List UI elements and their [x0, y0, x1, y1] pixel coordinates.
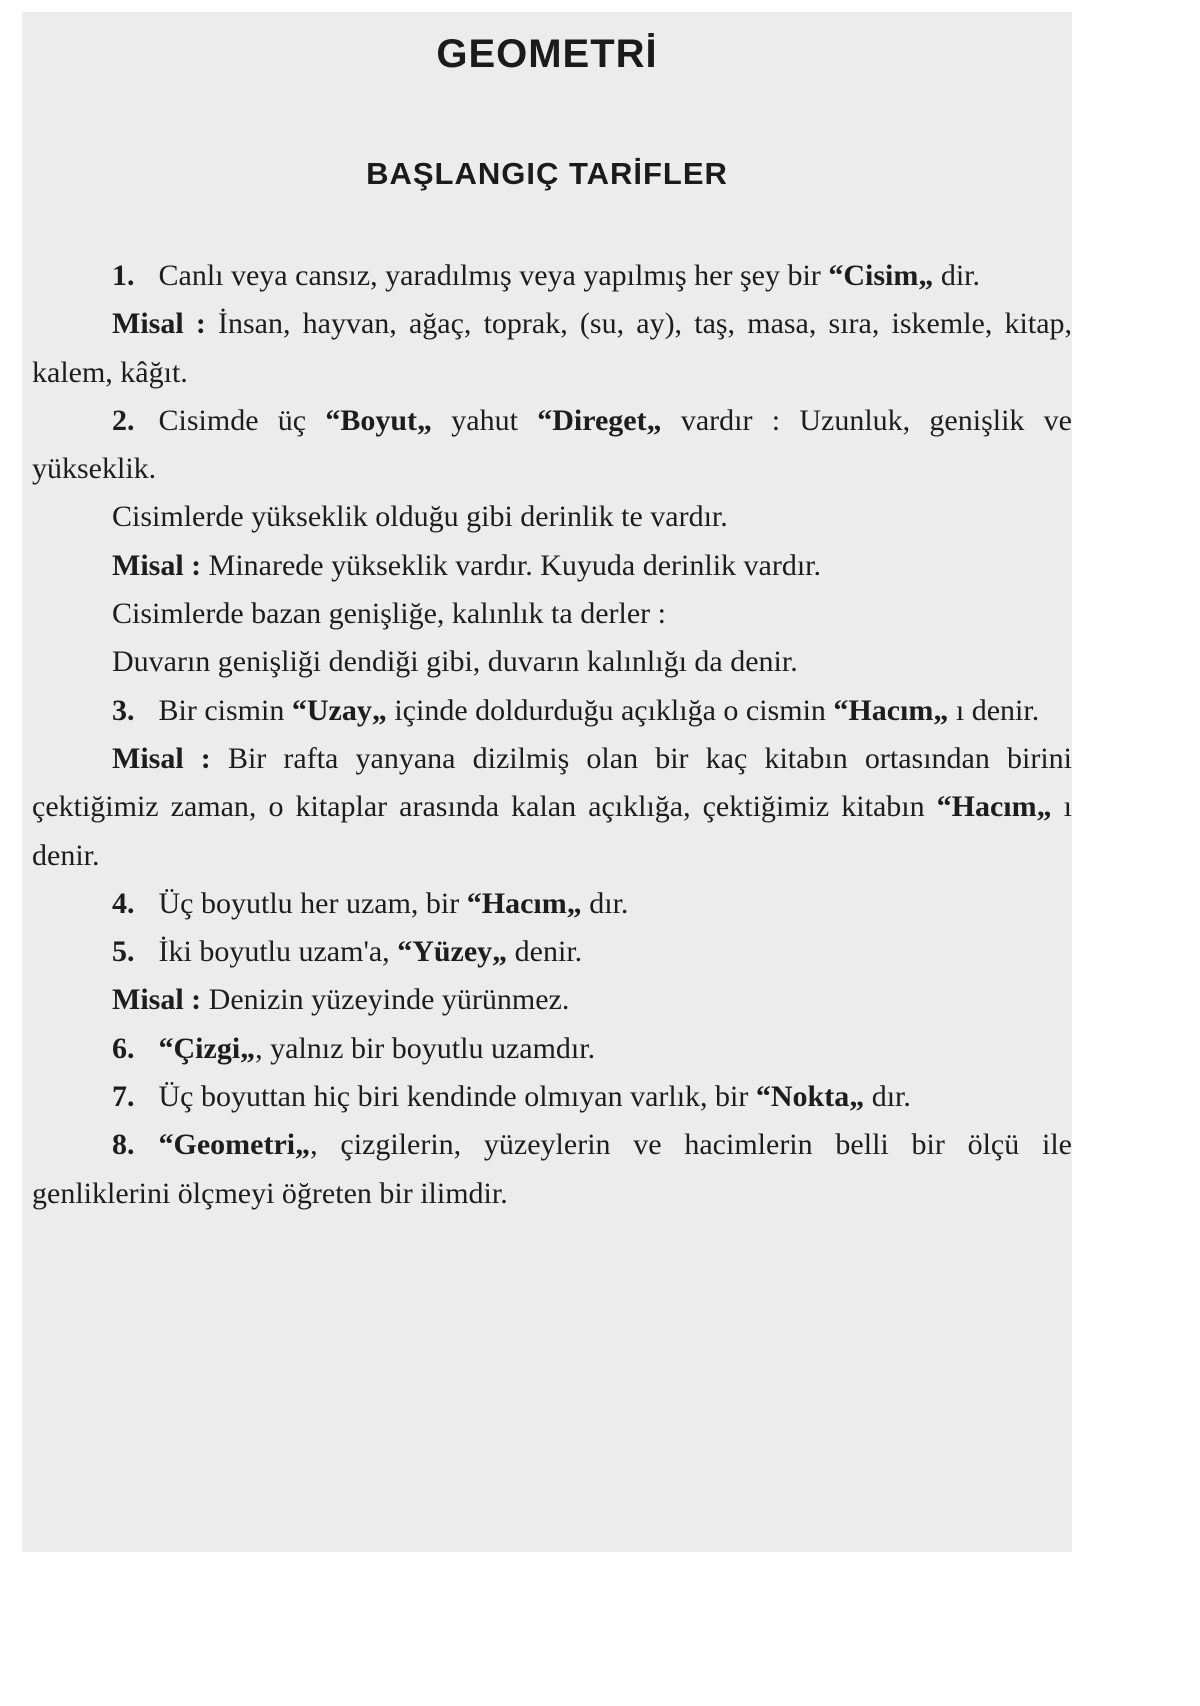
term-cizgi: “Çizgi„ [158, 1031, 256, 1065]
term-hacim: “Hacım„ [936, 790, 1052, 824]
paragraph-2-note: Cisimlerde yükseklik olduğu gibi derinlik te vardır. [112, 500, 728, 534]
term-hacim: “Hacım„ [833, 693, 949, 727]
paragraph-6: 6. “Çizgi„, yalnız bir boyutlu uzamdır. [112, 1031, 596, 1065]
term-boyut: “Boyut„ [325, 403, 433, 437]
item-number: 3. [112, 693, 135, 727]
paragraph-8: 8. “Geometri„, çizgilerin, yüzeylerin ve hacimlerin belli bir ölçü ile genliklerini ölçmeyi öğreten bir ilimdir. [32, 1128, 1072, 1210]
paragraph-7: 7. Üç boyuttan hiç biri kendinde olmıyan varlık, bir “Nokta„ dır. [112, 1080, 911, 1114]
misal-label: Misal : [112, 548, 202, 582]
example-3: Misal : Bir rafta yanyana dizilmiş olan bir kaç kitabın ortasından birini çektiğimiz zaman, o kitaplar arasında kalan açıklığa, çektiğimiz kitabın “Hacım„ ı denir. [32, 741, 1073, 872]
example-5: Misal : Denizin yüzeyinde yürünmez. [112, 983, 570, 1017]
term-direget: “Direget„ [537, 403, 662, 437]
document-page [22, 12, 1072, 1552]
item-number: 4. [112, 886, 135, 920]
item-number: 8. [112, 1128, 135, 1162]
term-yuzey: “Yüzey„ [397, 935, 508, 969]
paragraph-5: 5. İki boyutlu uzam'a, “Yüzey„ denir. [112, 935, 583, 969]
paragraph-2-note-3: Duvarın genişliği dendiği gibi, duvarın kalınlığı da denir. [112, 645, 798, 679]
term-hacim: “Hacım„ [466, 886, 582, 920]
paragraph-2: 2. Cisimde üç “Boyut„ yahut “Direget„ vardır : Uzunluk, genişlik ve yükseklik. [32, 403, 1072, 486]
item-number: 5. [112, 935, 135, 969]
paragraph-2-note-2: Cisimlerde bazan genişliğe, kalınlık ta derler : [112, 597, 666, 631]
page-title: GEOMETRİ [436, 32, 658, 76]
paragraph-1: 1. Canlı veya cansız, yaradılmış veya yapılmış her şey bir “Cisim„ dir. [112, 259, 980, 292]
item-number: 7. [112, 1080, 135, 1114]
example-1: Misal : İnsan, hayvan, ağaç, toprak, (su, ay), taş, masa, sıra, iskemle, kitap, kalem, kâğıt. [32, 307, 1073, 389]
section-title: BAŞLANGIÇ TARİFLER [366, 156, 728, 191]
item-number: 1. [112, 259, 135, 292]
misal-label: Misal : [112, 983, 202, 1017]
item-number: 2. [112, 403, 135, 437]
paragraph-4: 4. Üç boyutlu her uzam, bir “Hacım„ dır. [112, 886, 629, 920]
term-uzay: “Uzay„ [291, 693, 387, 727]
item-number: 6. [112, 1031, 135, 1065]
term-cisim: “Cisim„ [828, 259, 934, 292]
document-body [32, 252, 1072, 1218]
term-nokta: “Nokta„ [755, 1080, 865, 1114]
misal-label: Misal : [112, 741, 211, 775]
example-2: Misal : Minarede yükseklik vardır. Kuyuda derinlik vardır. [112, 548, 822, 582]
paragraph-3: 3. Bir cismin “Uzay„ içinde doldurduğu açıklığa o cismin “Hacım„ ı denir. [112, 693, 1040, 727]
term-geometri: “Geometri„ [158, 1128, 311, 1162]
misal-label: Misal : [112, 307, 206, 341]
